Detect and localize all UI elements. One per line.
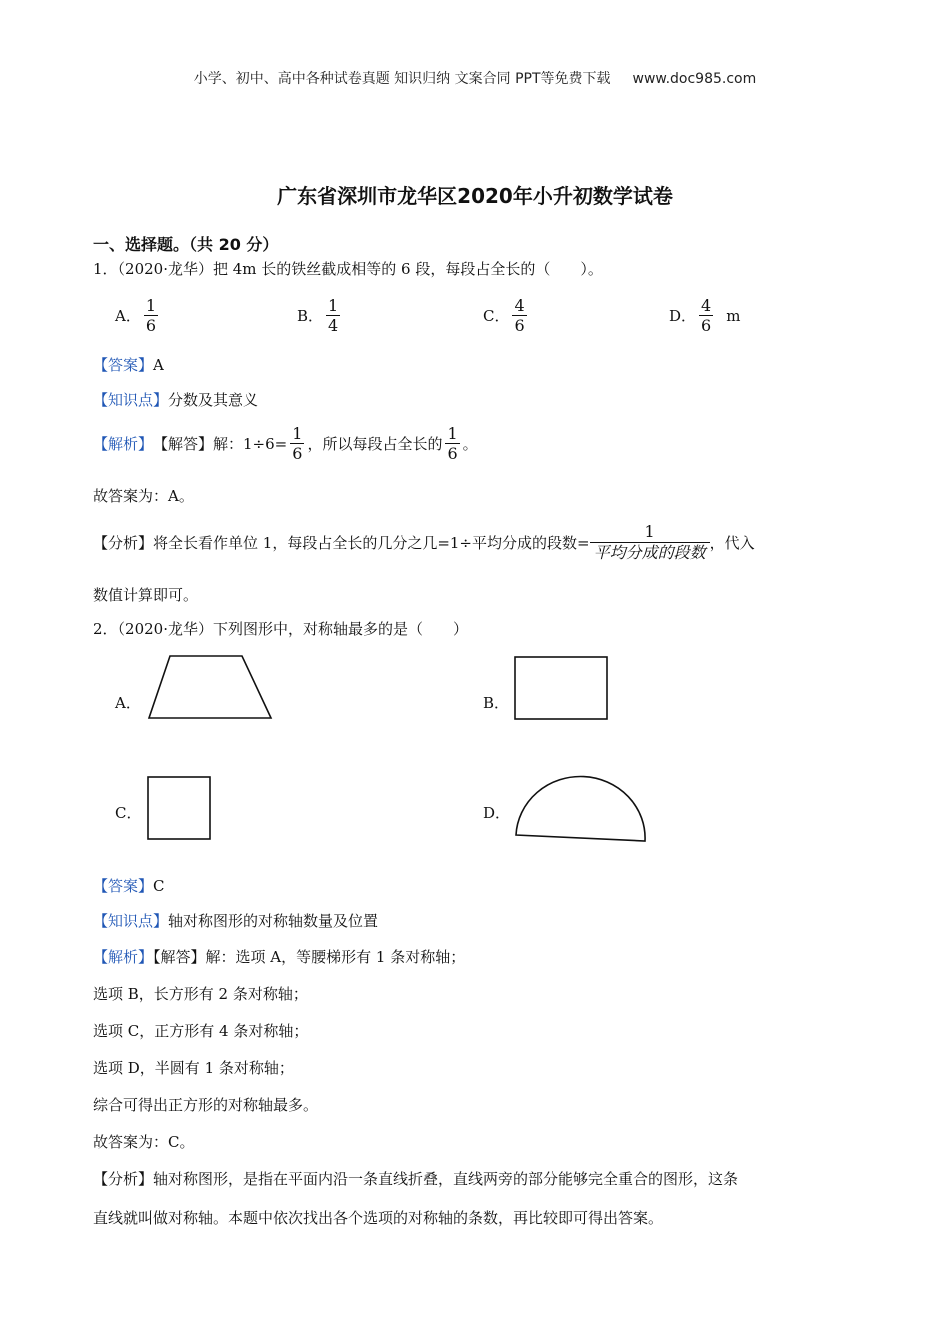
trapezoid-shape: [140, 650, 280, 725]
q2-analysis-line: 综合可得出正方形的对称轴最多。: [93, 1096, 319, 1114]
q2-knowledge: 【知识点】轴对称图形的对称轴数量及位置: [93, 912, 379, 930]
rectangle-shape: [512, 654, 612, 724]
q1-stem: 1．（2020·龙华）把 4m 长的铁丝截成相等的 6 段，每段占全长的（ ）。: [93, 260, 603, 278]
q2-option-c-label: C．: [115, 804, 142, 822]
fraction: $\frac{4}{6}$: [701, 296, 712, 335]
square-shape: [145, 774, 215, 844]
q1-fenxi: 【分析】将全长看作单位 1，每段占全长的几分之几=1÷平均分成的段数= $\frac{1}{\text{平均分成的段数}}$ ，代入: [93, 522, 755, 562]
q1-option-b: B． $\frac{1}{4}$: [297, 296, 339, 335]
q2-option-a-label: A．: [115, 694, 141, 712]
fraction: $\frac{1}{\text{平均分成的段数}}$: [590, 522, 710, 563]
q2-analysis: 【解析】【解答】解：选项 A，等腰梯形有 1 条对称轴；: [93, 948, 466, 966]
fraction: $\frac{1}{6}$: [145, 296, 157, 335]
page-title: 广东省深圳市龙华区2020年小升初数学试卷: [277, 184, 673, 208]
page-header: [0, 68, 950, 88]
q1-option-d: D． $\frac{4}{6}$ m: [669, 296, 741, 335]
header-text: 小学、初中、高中各种试卷真题 知识归纳 文案合同 PPT等免费下载: [193, 71, 611, 87]
q2-analysis-line: 选项 D，半圆有 1 条对称轴；: [93, 1059, 294, 1077]
section-heading: 一、选择题。（共 20 分）: [93, 235, 279, 254]
q2-conclusion: 故答案为：C。: [93, 1133, 195, 1151]
q1-option-c: C． $\frac{4}{6}$: [483, 296, 525, 335]
q1-answer: 【答案】A: [93, 356, 164, 374]
q1-option-a: A． $\frac{1}{6}$: [115, 296, 157, 335]
q1-fenxi-line2: 数值计算即可。: [93, 586, 199, 604]
q2-analysis-line: 选项 C，正方形有 4 条对称轴；: [93, 1022, 309, 1040]
fraction: $\frac{4}{6}$: [514, 296, 525, 335]
fraction: $\frac{1}{6}$: [447, 424, 458, 463]
q2-fenxi: 【分析】轴对称图形，是指在平面内沿一条直线折叠，直线两旁的部分能够完全重合的图形，这条: [93, 1170, 739, 1188]
q1-conclusion: 故答案为：A。: [93, 487, 194, 505]
fraction: $\frac{1}{4}$: [328, 296, 339, 335]
q2-fenxi-line2: 直线就叫做对称轴。本题中依次找出各个选项的对称轴的条数，再比较即可得出答案。: [93, 1209, 664, 1227]
q1-analysis: 【解析】 【解答】解：1÷6= $\frac{1}{6}$ ，所以每段占全长的 $\frac{1}{6}$ 。: [93, 424, 478, 463]
q2-option-b-label: B．: [483, 694, 510, 712]
q2-analysis-line: 选项 B，长方形有 2 条对称轴；: [93, 985, 308, 1003]
fraction: $\frac{1}{6}$: [292, 424, 303, 463]
q1-knowledge: 【知识点】分数及其意义: [93, 391, 259, 409]
header-url[interactable]: www.doc985.com: [632, 71, 757, 87]
semicircle-shape: [512, 772, 652, 847]
q2-answer: 【答案】C: [93, 877, 165, 895]
q2-option-d-label: D．: [483, 804, 511, 822]
q2-stem: 2．（2020·龙华）下列图形中，对称轴最多的是（ ）: [93, 620, 468, 638]
